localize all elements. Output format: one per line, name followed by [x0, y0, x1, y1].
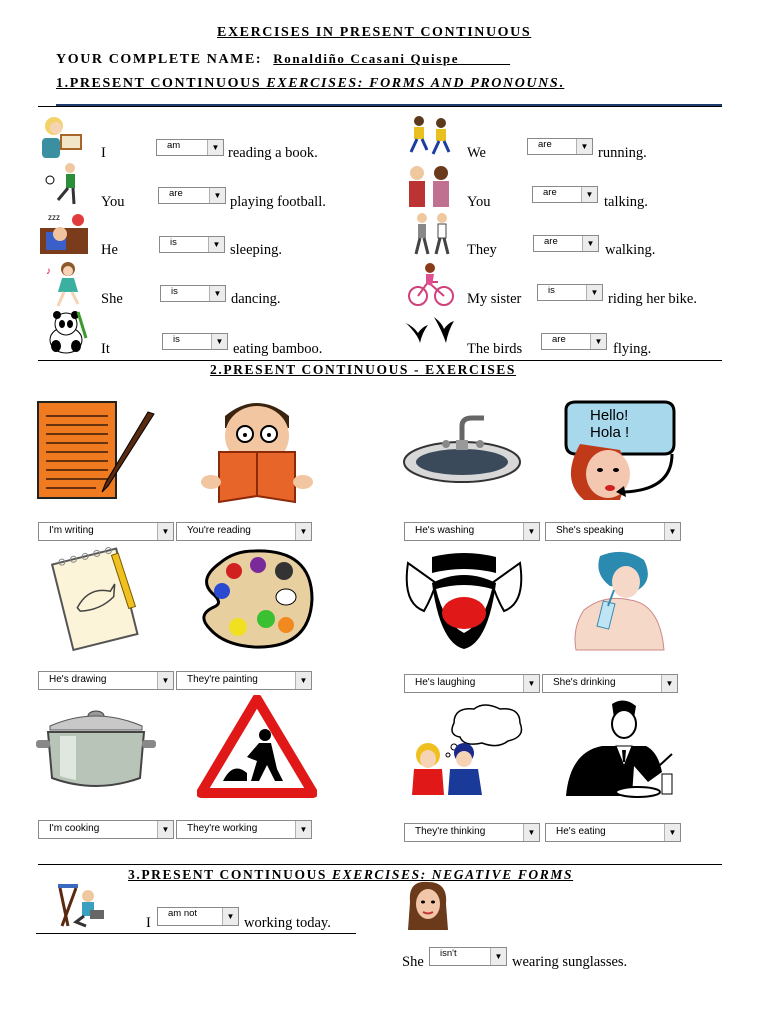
runners-icon [405, 114, 455, 160]
answer-select-picture-2[interactable]: You're reading ▼ [176, 522, 312, 541]
chevron-down-icon[interactable]: ▼ [576, 139, 592, 154]
subject-left-5: It [101, 341, 110, 357]
chevron-down-icon[interactable]: ▼ [209, 286, 225, 301]
answer-select-left-2[interactable]: are ▼ [158, 187, 226, 204]
subject-negative-2: She [402, 954, 424, 970]
answer-select-left-4[interactable]: is ▼ [160, 285, 226, 302]
rest-left-4: dancing. [231, 291, 281, 307]
answer-select-left-5[interactable]: is ▼ [162, 333, 228, 350]
chevron-down-icon[interactable]: ▼ [581, 187, 597, 202]
answer-select-right-3[interactable]: are ▼ [533, 235, 599, 252]
chevron-down-icon[interactable]: ▼ [157, 821, 173, 838]
chevron-down-icon[interactable]: ▼ [490, 948, 506, 965]
subject-right-1: We [467, 145, 486, 161]
roadwork-sign-icon [197, 695, 317, 799]
section2-heading: 2.PRESENT CONTINUOUS - EXERCISES [210, 362, 517, 377]
chevron-down-icon[interactable]: ▼ [661, 675, 677, 692]
answer-select-picture-10[interactable]: They're working ▼ [176, 820, 312, 839]
header-divider-thin [38, 106, 722, 107]
answer-select-picture-5[interactable]: He's drawing ▼ [38, 671, 174, 690]
boy-reading-icon [197, 394, 317, 506]
answer-select-negative-2[interactable]: isn't ▼ [429, 947, 507, 966]
rest-left-1: reading a book. [228, 145, 318, 161]
chevron-down-icon[interactable]: ▼ [664, 824, 680, 841]
chevron-down-icon[interactable]: ▼ [523, 824, 539, 841]
people-talking-icon [405, 163, 457, 209]
negative-row-underline [36, 933, 356, 934]
chevron-down-icon[interactable]: ▼ [157, 523, 173, 540]
subject-left-2: You [101, 194, 125, 210]
rest-left-2: playing football. [230, 194, 326, 210]
section3-heading: 3.PRESENT CONTINUOUS EXERCISES: NEGATIVE FORMS [128, 867, 574, 882]
section1-divider [38, 360, 722, 361]
answer-select-left-1[interactable]: am ▼ [156, 139, 224, 156]
answer-select-picture-12[interactable]: He's eating ▼ [545, 823, 681, 842]
rest-left-5: eating bamboo. [233, 341, 323, 357]
paint-palette-icon [194, 545, 316, 653]
chevron-down-icon[interactable]: ▼ [590, 334, 606, 349]
rest-right-4: riding her bike. [608, 291, 697, 307]
sketchpad-icon [48, 545, 144, 655]
birds-flying-icon [404, 313, 456, 353]
subject-left-3: He [101, 242, 118, 258]
chevron-down-icon[interactable]: ▼ [207, 140, 223, 155]
answer-select-picture-8[interactable]: She's drinking ▼ [542, 674, 678, 693]
section2-divider [38, 864, 722, 865]
rest-right-1: running. [598, 145, 647, 161]
rest-right-2: talking. [604, 194, 648, 210]
paper-pen-icon [36, 398, 156, 502]
chevron-down-icon[interactable]: ▼ [295, 821, 311, 838]
rest-negative-2: wearing sunglasses. [512, 954, 628, 970]
answer-select-picture-7[interactable]: He's laughing ▼ [404, 674, 540, 693]
subject-left-4: She [101, 291, 123, 307]
woman-speaking-icon [560, 400, 682, 504]
svg-text:♪: ♪ [46, 266, 51, 277]
speech-bubble-line-1: Hello! [590, 407, 629, 424]
name-line [56, 51, 510, 68]
football-player-icon [40, 160, 88, 208]
clown-face-icon [402, 553, 526, 653]
sink-icon [402, 414, 524, 486]
speech-bubble-line-2: Hola ! [590, 424, 630, 441]
answer-select-picture-11[interactable]: They're thinking ▼ [404, 823, 540, 842]
rest-right-5: flying. [613, 341, 652, 357]
answer-select-right-4[interactable]: is ▼ [537, 284, 603, 301]
answer-select-right-2[interactable]: are ▼ [532, 186, 598, 203]
answer-select-right-5[interactable]: are ▼ [541, 333, 607, 350]
svg-text:zzz: zzz [48, 213, 60, 222]
girl-dancing-icon [44, 260, 90, 308]
chevron-down-icon[interactable]: ▼ [664, 523, 680, 540]
man-eating-icon [562, 696, 682, 800]
cooking-pot-icon [36, 700, 158, 794]
kids-thinking-icon [408, 703, 526, 797]
answer-select-picture-3[interactable]: He's washing ▼ [404, 522, 540, 541]
people-walking-icon [408, 210, 456, 258]
answer-select-picture-6[interactable]: They're painting ▼ [176, 671, 312, 690]
chevron-down-icon[interactable]: ▼ [586, 285, 602, 300]
section1-heading: 1.PRESENT CONTINUOUS EXERCISES: FORMS AND PRONOUNS. [56, 76, 565, 91]
subject-right-4: My sister [467, 291, 522, 307]
chevron-down-icon[interactable]: ▼ [211, 334, 227, 349]
chevron-down-icon[interactable]: ▼ [523, 675, 539, 692]
answer-select-picture-9[interactable]: I'm cooking ▼ [38, 820, 174, 839]
answer-select-picture-1[interactable]: I'm writing ▼ [38, 522, 174, 541]
chevron-down-icon[interactable]: ▼ [295, 672, 311, 689]
chevron-down-icon[interactable]: ▼ [582, 236, 598, 251]
subject-right-2: You [467, 194, 491, 210]
subject-right-5: The birds [467, 341, 523, 357]
answer-select-right-1[interactable]: are ▼ [527, 138, 593, 155]
subject-negative-1: I [146, 915, 151, 931]
name-value: Ronaldiño Ccasani Quispe [273, 51, 460, 66]
chevron-down-icon[interactable]: ▼ [157, 672, 173, 689]
girl-bike-icon [406, 260, 456, 308]
chevron-down-icon[interactable]: ▼ [295, 523, 311, 540]
woman-drinking-icon [564, 550, 670, 654]
subject-right-3: They [467, 242, 497, 258]
name-label: YOUR COMPLETE NAME: [56, 52, 263, 67]
subject-left-1: I [101, 145, 106, 161]
rest-left-3: sleeping. [230, 242, 282, 258]
answer-select-left-3[interactable]: is ▼ [159, 236, 225, 253]
chevron-down-icon[interactable]: ▼ [208, 237, 224, 252]
woman-portrait-icon [402, 880, 452, 932]
rest-right-3: walking. [605, 242, 656, 258]
girl-reading-icon [38, 112, 90, 160]
answer-select-negative-1[interactable]: am not ▼ [157, 907, 239, 926]
chevron-down-icon[interactable]: ▼ [523, 523, 539, 540]
boy-sleeping-icon [38, 210, 92, 258]
person-laptop-icon [54, 882, 106, 930]
chevron-down-icon[interactable]: ▼ [209, 188, 225, 203]
answer-select-picture-4[interactable]: She's speaking ▼ [545, 522, 681, 541]
chevron-down-icon[interactable]: ▼ [222, 908, 238, 925]
rest-negative-1: working today. [244, 915, 331, 931]
worksheet-title: EXERCISES IN PRESENT CONTINUOUS [217, 25, 532, 40]
panda-icon [42, 308, 90, 356]
